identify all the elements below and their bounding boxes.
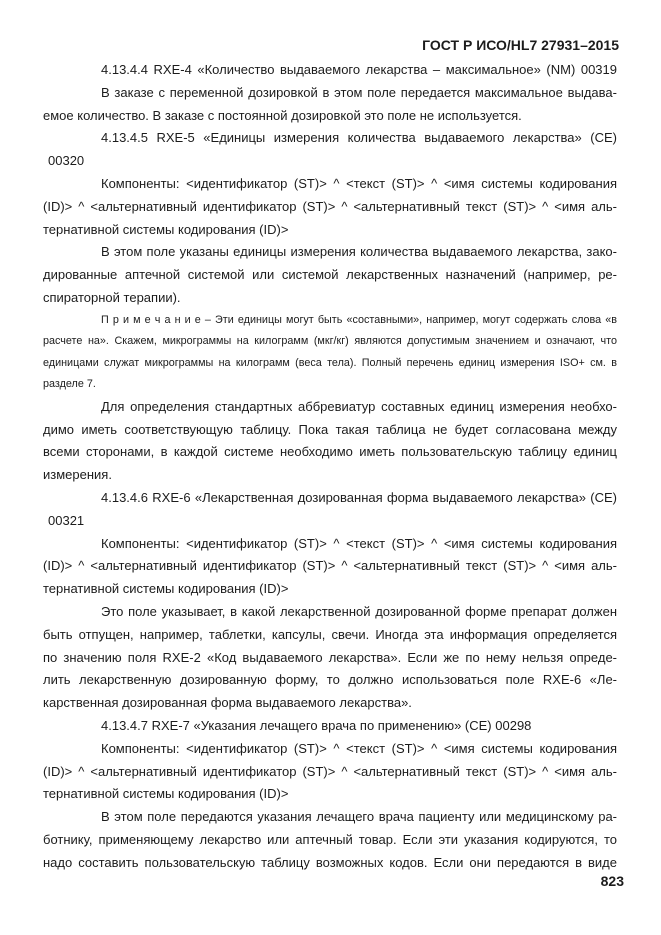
paragraph-line: Компоненты: <идентификатор (ST)> ^ <текст (ST)> ^ <имя системы кодирования: [101, 175, 617, 191]
paragraph-line: В этом поле указаны единицы измерения количества выдаваемого лекарства, зако-: [101, 244, 617, 260]
section-heading-line: 4.13.4.7 RXE-7 «Указания лечащего врача по применению» (CE) 00298: [101, 717, 532, 733]
note-line: расчете на». Скажем, микрограммы на килограмм (мкг/кг) являются допустимым значением и означают, что: [43, 335, 617, 348]
paragraph-line: (ID)> ^ <альтернативный идентификатор (ST)> ^ <альтернативный текст (ST)> ^ <имя аль-: [43, 198, 617, 214]
paragraph-line: тернативной системы кодирования (ID)>: [43, 221, 289, 237]
section-heading-line: 4.13.4.4 RXE-4 «Количество выдаваемого лекарства – максимальное» (NM) 00319: [101, 62, 617, 77]
document-body: [43, 59, 617, 875]
document-header-standard-number: ГОСТ Р ИСО/HL7 27931–2015: [422, 37, 619, 53]
section-heading-line: 00320: [48, 153, 85, 169]
paragraph-line: надо составить пользовательскую таблицу возможных кодов. Если они передаются в виде: [43, 854, 617, 870]
paragraph-line: по значению поля RXE-2 «Код выдаваемого лекарства». Если же по нему нельзя опреде-: [43, 649, 617, 665]
page-number: 823: [600, 873, 624, 889]
paragraph-line: димо иметь соответствующую таблицу. Пока такая таблица не будет согласована между: [43, 421, 617, 437]
paragraph-line: спираторной терапии).: [43, 289, 181, 305]
paragraph-line: Компоненты: <идентификатор (ST)> ^ <текст (ST)> ^ <имя системы кодирования: [101, 535, 617, 551]
note-line: разделе 7.: [43, 378, 96, 391]
paragraph-line: измерения.: [43, 467, 112, 483]
paragraph-line: Компоненты: <идентификатор (ST)> ^ <текст (ST)> ^ <имя системы кодирования: [101, 740, 617, 756]
paragraph-line: ботнику, применяющему лекарство или аптечный товар. Если эти указания кодируются, то: [43, 831, 617, 847]
section-heading-line: 00321: [48, 512, 85, 528]
paragraph-line: лить лекарственную дозированную форму, то должно использоваться поле RXE-6 «Ле-: [43, 672, 617, 688]
paragraph-line: Для определения стандартных аббревиатур составных единиц измерения необхо-: [101, 398, 617, 414]
paragraph-line: (ID)> ^ <альтернативный идентификатор (ST)> ^ <альтернативный текст (ST)> ^ <имя аль-: [43, 558, 617, 574]
paragraph-line: всеми сторонами, в каждой системе необходимо иметь пользовательскую таблицу единиц: [43, 444, 617, 460]
note-line: П р и м е ч а н и е – Эти единицы могут быть «составными», например, могут содержать слова «в: [101, 313, 617, 326]
note-line: единицами служат микрограммы на килограмм (веса тела). Полный перечень единиц измерения ISO+ см. в: [43, 356, 617, 369]
paragraph-line: карственная дозированная форма выдаваемого лекарства».: [43, 695, 412, 711]
section-heading-line: 4.13.4.5 RXE-5 «Единицы измерения количества выдаваемого лекарства» (CE): [101, 130, 617, 146]
section-heading-line: 4.13.4.6 RXE-6 «Лекарственная дозированная форма выдаваемого лекарства» (CE): [101, 489, 617, 505]
paragraph-line: емое количество. В заказе с постоянной дозировкой это поле не используется.: [43, 107, 522, 123]
paragraph-line: быть отпущен, например, таблетки, капсулы, свечи. Иногда эта информация определяется: [43, 626, 617, 642]
paragraph-line: В заказе с переменной дозировкой в этом поле передается максимальное выдава-: [101, 84, 617, 100]
paragraph-line: (ID)> ^ <альтернативный идентификатор (ST)> ^ <альтернативный текст (ST)> ^ <имя аль-: [43, 763, 617, 779]
paragraph-line: тернативной системы кодирования (ID)>: [43, 581, 289, 597]
paragraph-line: В этом поле передаются указания лечащего врача пациенту или медицинскому ра-: [101, 809, 617, 825]
paragraph-line: Это поле указывает, в какой лекарственной дозированной форме препарат должен: [101, 603, 617, 619]
paragraph-line: дированные аптечной системой или системой лекарственных назначений (например, ре-: [43, 267, 617, 283]
paragraph-line: тернативной системы кодирования (ID)>: [43, 786, 289, 802]
